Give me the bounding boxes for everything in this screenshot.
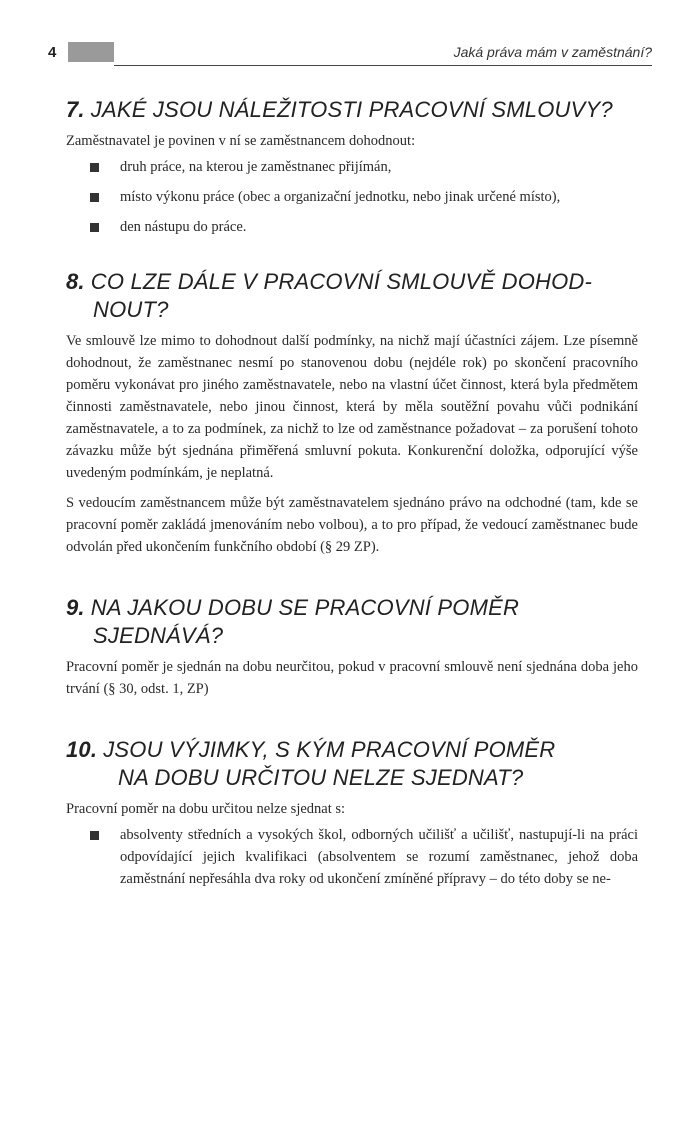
section-title: CO LZE DÁLE V PRACOVNÍ SMLOUVĚ DOHOD- bbox=[90, 269, 593, 294]
section-number: 9. bbox=[66, 595, 85, 620]
page-number: 4 bbox=[48, 44, 57, 61]
page-header bbox=[48, 40, 652, 66]
section-heading bbox=[66, 96, 638, 124]
section-heading bbox=[66, 268, 638, 324]
bullet-icon bbox=[90, 831, 99, 840]
section-number: 8. bbox=[66, 269, 85, 294]
section-title-cont: NA DOBU URČITOU NELZE SJEDNAT? bbox=[118, 765, 524, 790]
bullet-list bbox=[66, 156, 638, 238]
bullet-list bbox=[66, 824, 638, 890]
section-title: NA JAKOU DOBU SE PRACOVNÍ POMĚR bbox=[90, 595, 520, 620]
section-number: 10. bbox=[66, 737, 98, 762]
section-intro: Zaměstnavatel je povinen v ní se zaměstnancem dohodnout: bbox=[66, 133, 416, 149]
section-title: JAKÉ JSOU NÁLEŽITOSTI PRACOVNÍ SMLOUVY? bbox=[90, 97, 613, 122]
list-item: druh práce, na kterou je zaměstnanec přijímán, bbox=[66, 156, 638, 178]
page-content bbox=[66, 96, 638, 898]
section-heading bbox=[66, 594, 638, 650]
section-heading bbox=[66, 736, 638, 792]
paragraph: Pracovní poměr je sjednán na dobu neurčitou, pokud v pracovní smlouvě není sjednána doba jeho trvání (§ 30, odst. 1, ZP) bbox=[66, 659, 638, 697]
section-number: 7. bbox=[66, 97, 85, 122]
bullet-icon bbox=[90, 163, 99, 172]
list-item: absolventy středních a vysokých škol, odborných učilišť a učilišť, nastupují-li na práci odpovídající jejich kvalifikaci (absolventem se rozumí zaměstnanec, jehož doba zaměstnání nepřesáhla dva roky od ukončení zmíněné přípravy – do této doby se ne- bbox=[66, 824, 638, 890]
section-9 bbox=[66, 594, 638, 700]
page-number-box bbox=[68, 42, 114, 62]
list-item: místo výkonu práce (obec a organizační jednotku, nebo jinak určené místo), bbox=[66, 186, 638, 208]
section-7 bbox=[66, 96, 638, 238]
paragraph: S vedoucím zaměstnancem může být zaměstnavatelem sjednáno právo na odchodné (tam, kde se pracovní poměr zakládá jmenováním nebo volbou), a to pro případ, že vedoucí zaměstnanec bude odvolán před ukončením funkčního období (§ 29 ZP). bbox=[66, 495, 638, 555]
section-title-cont: NOUT? bbox=[93, 297, 169, 322]
section-8 bbox=[66, 268, 638, 558]
bullet-icon bbox=[90, 223, 99, 232]
header-rule bbox=[114, 65, 652, 66]
section-10 bbox=[66, 736, 638, 890]
list-item: den nástupu do práce. bbox=[66, 216, 638, 238]
section-title-cont: SJEDNÁVÁ? bbox=[93, 623, 224, 648]
running-title: Jaká práva mám v zaměstnání? bbox=[453, 44, 652, 60]
section-title: JSOU VÝJIMKY, S KÝM PRACOVNÍ POMĚR bbox=[103, 737, 556, 762]
section-intro: Pracovní poměr na dobu určitou nelze sjednat s: bbox=[66, 801, 346, 817]
bullet-icon bbox=[90, 193, 99, 202]
paragraph: Ve smlouvě lze mimo to dohodnout další podmínky, na nichž mají účastníci zájem. Lze písemně dohodnout, že zaměstnanec nesmí po stanovenou dobu (nejdéle rok) po skončení pracovního poměru vykonávat pro jiného zaměstnavatele, nebo na vlastní účet činnost, která byla předmětem činnosti zaměstnavatele, nebo jinou činnost, která by měla soutěžní povahu vůči podnikání zaměstnavatele, a to za podmínek, za nichž to lze od zaměstnance požadovat – za porušení tohoto závazku může být sjednána přiměřená smluvní pokuta. Konkurenční doložka, odporující výše uvedeným podmínkám, je neplatná. bbox=[66, 333, 638, 481]
